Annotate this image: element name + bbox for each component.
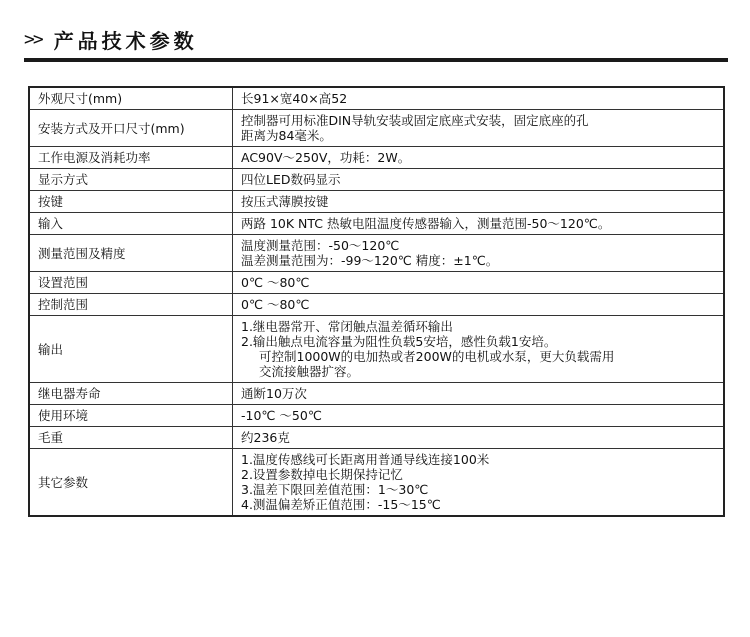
spec-value — [233, 294, 725, 316]
spec-label: 设置范围 — [29, 272, 233, 294]
spec-value-line: 0℃ ～80℃ — [241, 297, 310, 312]
table-row — [29, 213, 724, 235]
spec-value — [233, 405, 725, 427]
spec-value-line: -10℃ ～50℃ — [241, 408, 322, 423]
spec-label: 毛重 — [29, 427, 233, 449]
spec-value — [233, 191, 725, 213]
spec-label: 安装方式及开口尺寸(mm) — [29, 110, 233, 147]
spec-value — [233, 449, 725, 517]
spec-value-line: 1.温度传感线可长距离用普通导线连接100米 — [241, 452, 490, 467]
spec-value-line: 温差测量范围为：-99～120℃ 精度：±1℃。 — [241, 253, 499, 268]
spec-value-line: 1.继电器常开、常闭触点温差循环输出 — [241, 319, 453, 334]
spec-value — [233, 110, 725, 147]
spec-label: 测量范围及精度 — [29, 235, 233, 272]
spec-value — [233, 87, 725, 110]
spec-value-line: 四位LED数码显示 — [241, 172, 341, 187]
spec-value — [233, 316, 725, 383]
table-row — [29, 449, 724, 517]
table-row — [29, 316, 724, 383]
spec-label: 外观尺寸(mm) — [29, 87, 233, 110]
section-title: 产品技术参数 — [53, 28, 198, 53]
spec-value — [233, 213, 725, 235]
table-row — [29, 147, 724, 169]
spec-value-line: 通断10万次 — [241, 386, 307, 401]
spec-label: 显示方式 — [29, 169, 233, 191]
section-header — [24, 22, 198, 56]
spec-value-line: 距离为84毫米。 — [241, 128, 332, 143]
spec-value-line: 0℃ ～80℃ — [241, 275, 310, 290]
spec-value — [233, 169, 725, 191]
spec-value-line: 控制器可用标准DIN导轨安装或固定底座式安装，固定底座的孔 — [241, 113, 589, 128]
table-row — [29, 405, 724, 427]
spec-label: 继电器寿命 — [29, 383, 233, 405]
spec-label: 按键 — [29, 191, 233, 213]
spec-value-line: 按压式薄膜按键 — [241, 194, 329, 209]
spec-label: 其它参数 — [29, 449, 233, 517]
spec-value-line: 交流接触器扩容。 — [259, 364, 360, 379]
spec-label: 使用环境 — [29, 405, 233, 427]
spec-value-line: AC90V～250V，功耗：2W。 — [241, 150, 411, 165]
table-row — [29, 235, 724, 272]
table-row — [29, 110, 724, 147]
spec-value-line: 长91×宽40×高52 — [241, 91, 348, 106]
table-row — [29, 87, 724, 110]
spec-value — [233, 427, 725, 449]
spec-value-line: 温度测量范围：-50～120℃ — [241, 238, 400, 253]
spec-value-line: 4.测温偏差矫正值范围：-15～15℃ — [241, 497, 441, 512]
spec-value — [233, 235, 725, 272]
spec-value-line: 3.温差下限回差值范围：1～30℃ — [241, 482, 429, 497]
spec-label: 输入 — [29, 213, 233, 235]
spec-label: 工作电源及消耗功率 — [29, 147, 233, 169]
table-row — [29, 169, 724, 191]
table-row — [29, 294, 724, 316]
spec-value-line: 2.设置参数掉电长期保持记忆 — [241, 467, 403, 482]
spec-value-line: 可控制1000W的电加热或者200W的电机或水泵，更大负载需用 — [259, 349, 615, 364]
spec-value — [233, 383, 725, 405]
double-chevron-icon: >> — [24, 28, 42, 50]
spec-label: 控制范围 — [29, 294, 233, 316]
table-row — [29, 191, 724, 213]
table-row — [29, 427, 724, 449]
spec-value — [233, 147, 725, 169]
table-row — [29, 272, 724, 294]
spec-value — [233, 272, 725, 294]
spec-value-line: 约236克 — [241, 430, 290, 445]
spec-value-line: 2.输出触点电流容量为阻性负载5安培，感性负载1安培。 — [241, 334, 557, 349]
spec-table — [28, 86, 725, 517]
spec-value-line: 两路 10K NTC 热敏电阻温度传感器输入，测量范围-50～120℃。 — [241, 216, 611, 231]
header-divider — [24, 58, 728, 62]
spec-label: 输出 — [29, 316, 233, 383]
table-row — [29, 383, 724, 405]
